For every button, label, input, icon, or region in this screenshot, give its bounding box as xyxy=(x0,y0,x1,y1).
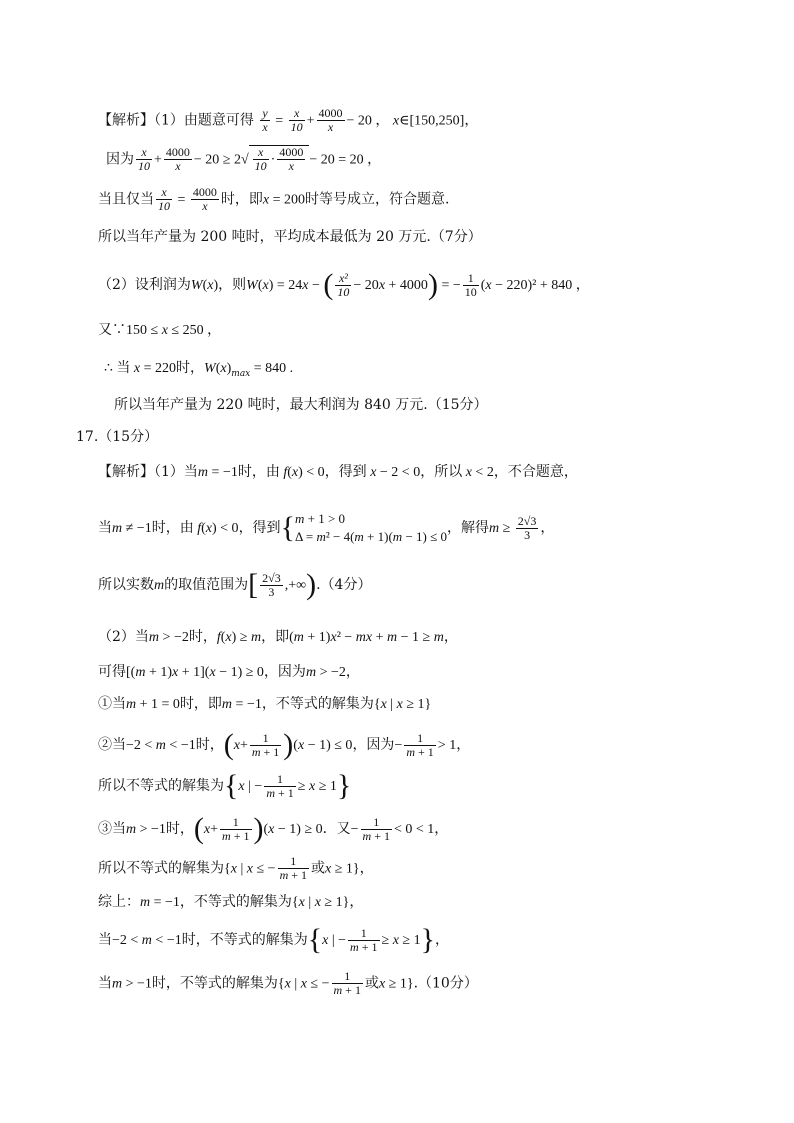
analysis-label: 【解析】 xyxy=(98,112,154,129)
q17-line-12: 当−2 < m < −1时，不等式的解集为{x | − $\frac{1}{m + 1}$ ≥ x ≥ 1}， xyxy=(98,923,449,956)
q16-line-6: 又∵150 ≤ x ≤ 250 ， xyxy=(98,322,222,338)
q17-line-6: ①当m + 1 = 0时，即m = −1，不等式的解集为{x | x ≥ 1} xyxy=(98,696,432,712)
q17-line-2: 当m ≠ −1时，由 f(x) < 0，得到{ m + 1 > 0 Δ = m² − 4(m + 1)(m − 1) ≤ 0 ，解得m ≥ $\frac{2√3}{3}$ ， xyxy=(98,511,555,544)
q17-line-11: 综上：m = −1，不等式的解集为{x | x ≥ 1}， xyxy=(98,894,364,910)
q17-line-7: ②当−2 < m < −1时，(x+ $\frac{1}{m + 1}$ )(x − 1) ≤ 0，因为− $\frac{1}{m + 1}$ > 1， xyxy=(98,728,471,761)
q16-line-2: 因为 $\frac{x}{10}$ + $\frac{4000}{x}$ − 20 ≥ 2√ $\frac{x}{10}$ · $\frac{4000}{x}$ − 20 = 20 ， xyxy=(106,145,382,173)
q16-line-3: 当且仅当 $\frac{x}{10}$ = $\frac{4000}{x}$ 时，即x = 200时等号成立，符合题意. xyxy=(98,185,450,213)
q17-line-13: 当m > −1时，不等式的解集为{x | x ≤ − $\frac{1}{m + 1}$ 或x ≥ 1}.（10分） xyxy=(98,969,478,997)
q17-line-1: 【解析】（1）当m = −1时，由 f(x) < 0，得到 x − 2 < 0，所以 x < 2，不合题意， xyxy=(98,464,578,480)
q16-line-7: ∴ 当 x = 220时，$W(x)_{max} = 840$ . xyxy=(104,360,294,379)
q17-line-9: ③当m > −1时，(x+ $\frac{1}{m + 1}$ )(x − 1) ≥ 0．又− $\frac{1}{m + 1}$ < 0 < 1， xyxy=(98,812,449,845)
q16-line-4: 所以当年产量为 200 吨时，平均成本最低为 20 万元.（7分） xyxy=(98,229,482,245)
q17-line-10: 所以不等式的解集为{x | x ≤ − $\frac{1}{m + 1}$ 或x ≥ 1}， xyxy=(98,854,374,882)
q17-line-4: （2）当m > −2时，f(x) ≥ m，即(m + 1)x² − mx + m − 1 ≥ m， xyxy=(98,629,458,645)
q16-line-8: 所以当年产量为 220 吨时，最大利润为 840 万元.（15分） xyxy=(114,397,488,413)
q17-line-3: 所以实数m的取值范围为[ $\frac{2√3}{3}$ ,+∞).（4分） xyxy=(98,568,372,601)
q16-line-5: （2）设利润为W(x)，则W(x) = 24x − ( $\frac{\text{x²}}{10}$ − 20x + 4000) = − $\frac{1}{10}$ (x − 220)² + 840 ， xyxy=(98,268,590,301)
q17-line-8: 所以不等式的解集为{x | − $\frac{1}{m + 1}$ ≥ x ≥ 1} xyxy=(98,769,352,802)
q16-part1-intro: （1）由题意可得 xyxy=(154,112,254,129)
q17-header: 17.（15分） xyxy=(76,429,159,445)
q16-line-1: 【解析】（1）由题意可得 $\frac{y}{x}$ = $\frac{x}{10}$ + $\frac{4000}{x}$ − 20 ， x∈[150,250]， xyxy=(98,106,479,134)
q17-line-5: 可得[(m + 1)x + 1](x − 1) ≥ 0，因为m > −2， xyxy=(98,664,360,680)
